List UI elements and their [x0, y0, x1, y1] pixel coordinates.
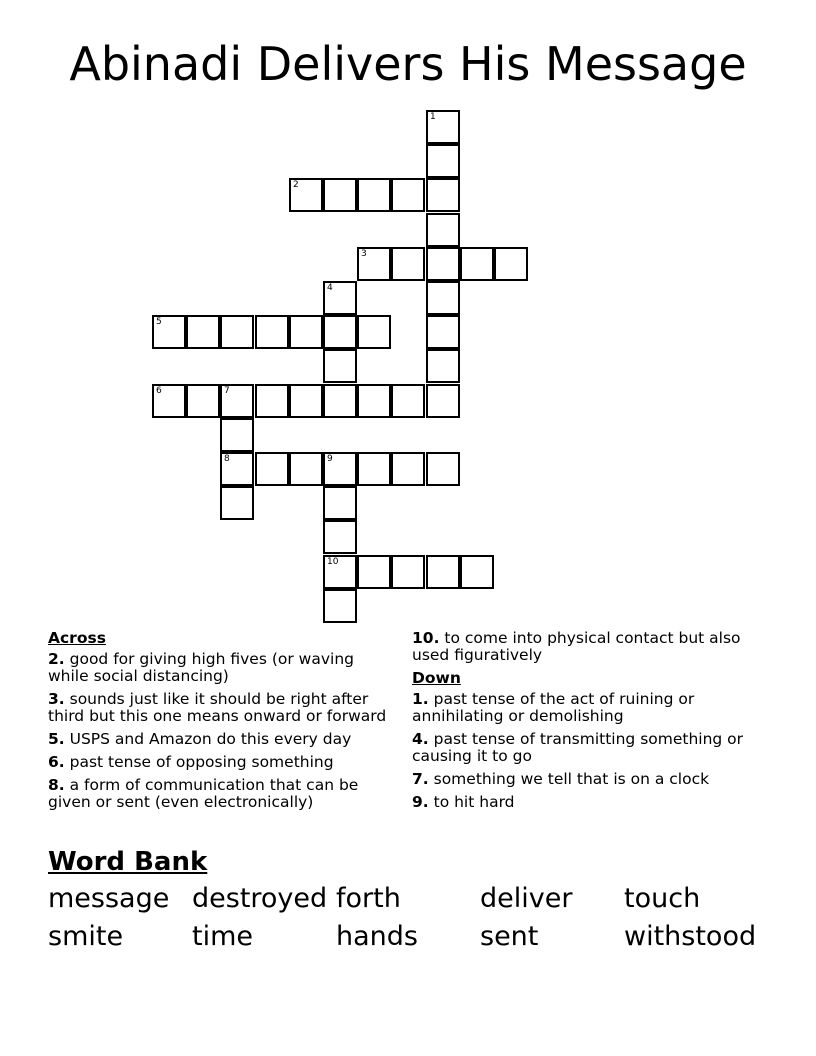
grid-cell[interactable]	[323, 178, 357, 212]
clue-across-10: 10. to come into physical contact but also used figuratively	[412, 629, 741, 664]
grid-cell[interactable]	[391, 384, 425, 418]
word-bank-word: forth	[336, 883, 401, 914]
grid-cell[interactable]	[152, 315, 186, 349]
grid-cell[interactable]	[426, 247, 460, 281]
clue-across-3: 3. sounds just like it should be right after third but this one means onward or forward	[48, 690, 387, 725]
grid-cell[interactable]	[426, 213, 460, 247]
word-bank-word: touch	[624, 883, 701, 914]
grid-cell[interactable]	[357, 384, 391, 418]
clue-across-2: 2. good for giving high fives (or waving while social distancing)	[48, 650, 354, 685]
clue-number: 5	[156, 317, 162, 327]
clue-across-8: 8. a form of communication that can be given or sent (even electronically)	[48, 776, 359, 811]
across-heading: Across	[48, 629, 106, 647]
grid-cell[interactable]	[323, 486, 357, 520]
clues-right-column	[412, 630, 757, 817]
grid-cell[interactable]	[289, 178, 323, 212]
clues-left-column	[48, 630, 393, 817]
clue-down-7: 7. something we tell that is on a clock	[412, 770, 710, 788]
grid-cell[interactable]	[391, 178, 425, 212]
clue-number: 7	[224, 386, 230, 396]
grid-cell[interactable]	[220, 384, 254, 418]
grid-cell[interactable]	[323, 281, 357, 315]
clue-number: 2	[293, 180, 299, 190]
grid-cell[interactable]	[494, 247, 528, 281]
clue-number: 9	[327, 454, 333, 464]
grid-cell[interactable]	[391, 555, 425, 589]
clue-number: 3	[361, 249, 367, 259]
grid-cell[interactable]	[460, 247, 494, 281]
puzzle-title: Abinadi Delivers His Message	[69, 37, 747, 91]
grid-cell[interactable]	[220, 315, 254, 349]
grid-cell[interactable]	[323, 520, 357, 554]
grid-cell[interactable]	[426, 281, 460, 315]
clue-down-9: 9. to hit hard	[412, 793, 515, 811]
grid-cell[interactable]	[357, 315, 391, 349]
grid-cell[interactable]	[289, 384, 323, 418]
word-bank-title: Word Bank	[48, 847, 208, 877]
grid-cell[interactable]	[426, 315, 460, 349]
grid-cell[interactable]	[357, 452, 391, 486]
grid-cell[interactable]	[426, 555, 460, 589]
grid-cell[interactable]	[186, 384, 220, 418]
clue-down-1: 1. past tense of the act of ruining or annihilating or demolishing	[412, 690, 695, 725]
grid-cell[interactable]	[426, 452, 460, 486]
word-bank-word: withstood	[624, 921, 757, 952]
word-bank-word: deliver	[480, 883, 573, 914]
clue-number: 4	[327, 283, 333, 293]
clue-number: 1	[430, 112, 436, 122]
word-bank-word: smite	[48, 921, 124, 952]
grid-cell[interactable]	[186, 315, 220, 349]
down-heading: Down	[412, 669, 461, 687]
grid-cell[interactable]	[426, 110, 460, 144]
grid-cell[interactable]	[289, 452, 323, 486]
grid-cell[interactable]	[255, 384, 289, 418]
clue-number: 10	[327, 557, 339, 567]
grid-cell[interactable]	[255, 315, 289, 349]
grid-cell[interactable]	[323, 452, 357, 486]
clue-number: 6	[156, 386, 162, 396]
grid-cell[interactable]	[220, 452, 254, 486]
grid-cell[interactable]	[391, 247, 425, 281]
word-bank-word: destroyed	[192, 883, 328, 914]
grid-cell[interactable]	[323, 555, 357, 589]
clue-number: 8	[224, 454, 230, 464]
clue-down-4: 4. past tense of transmitting something or causing it to go	[412, 730, 744, 765]
word-bank-word: sent	[480, 921, 539, 952]
grid-cell[interactable]	[289, 315, 323, 349]
grid-cell[interactable]	[426, 384, 460, 418]
grid-cell[interactable]	[220, 418, 254, 452]
grid-cell[interactable]	[357, 555, 391, 589]
grid-cell[interactable]	[391, 452, 425, 486]
word-bank-word: time	[192, 921, 254, 952]
clue-across-5: 5. USPS and Amazon do this every day	[48, 730, 352, 748]
grid-cell[interactable]	[323, 349, 357, 383]
grid-cell[interactable]	[323, 589, 357, 623]
grid-cell[interactable]	[255, 452, 289, 486]
grid-cell[interactable]	[323, 384, 357, 418]
word-bank-word: message	[48, 883, 170, 914]
grid-cell[interactable]	[357, 247, 391, 281]
grid-cell[interactable]	[426, 178, 460, 212]
grid-cell[interactable]	[323, 315, 357, 349]
grid-cell[interactable]	[220, 486, 254, 520]
word-bank-word: hands	[336, 921, 418, 952]
grid-cell[interactable]	[152, 384, 186, 418]
grid-cell[interactable]	[460, 555, 494, 589]
grid-cell[interactable]	[426, 349, 460, 383]
grid-cell[interactable]	[357, 178, 391, 212]
clue-across-6: 6. past tense of opposing something	[48, 753, 334, 771]
grid-cell[interactable]	[426, 144, 460, 178]
